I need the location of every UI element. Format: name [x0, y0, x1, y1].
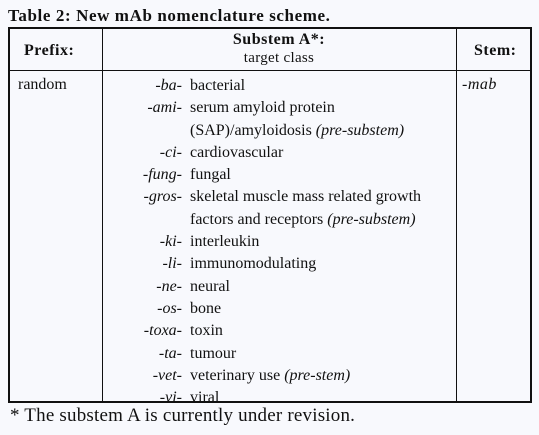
table-row — [102, 253, 456, 275]
header-stem: Stem: — [474, 42, 517, 59]
footnote: * The substem A is currently under revision. — [10, 405, 356, 426]
target-class — [186, 320, 456, 342]
target-class — [186, 75, 456, 97]
substem-code: -li- — [162, 255, 182, 273]
target-class — [186, 298, 456, 320]
target-class-text: fungal — [190, 166, 231, 184]
header-substem-title: Substem A*: — [232, 31, 326, 48]
target-class — [186, 186, 456, 208]
substem-code — [102, 209, 186, 231]
target-class-text: bacterial — [190, 77, 246, 94]
header-substem-subtitle: target class — [243, 50, 315, 66]
header-substem — [102, 31, 456, 67]
target-class-text: neural — [190, 277, 230, 295]
target-class-text: immunomodulating — [190, 255, 317, 273]
substem-code: -fung- — [142, 166, 182, 184]
table-row-continuation — [102, 209, 456, 231]
target-class-text: interleukin — [190, 233, 260, 251]
target-class-text: veterinary use — [190, 366, 281, 384]
target-class-text: skeletal muscle mass related growth — [190, 188, 422, 206]
substem-code: -gros- — [143, 188, 182, 206]
substem-code: -os- — [157, 299, 182, 317]
table-row — [102, 365, 456, 387]
substem-code: -ta- — [158, 344, 182, 362]
nomenclature-table — [8, 27, 532, 407]
substem-code: -vet- — [152, 366, 182, 384]
target-class-text: tumour — [190, 344, 237, 362]
target-class-text: (SAP)/amyloidosis — [190, 121, 312, 139]
substem-code: -ne- — [156, 277, 182, 295]
prefix-value: random — [18, 76, 67, 93]
target-class — [186, 253, 456, 275]
table-row — [102, 298, 456, 320]
table-row — [102, 186, 456, 208]
table-row — [102, 164, 456, 186]
header-divider — [10, 70, 530, 71]
substem-code: -ba- — [155, 77, 182, 94]
target-class — [186, 209, 456, 231]
table-row — [102, 231, 456, 253]
target-class — [186, 343, 456, 365]
substem-code: -ci- — [159, 143, 182, 161]
target-class-text: cardiovascular — [190, 143, 284, 161]
column-divider — [456, 29, 457, 401]
table-row — [102, 343, 456, 365]
table-row — [102, 97, 456, 119]
target-class-note: (pre-substem) — [327, 210, 416, 228]
target-class — [186, 120, 456, 142]
substem-code: -ami- — [147, 99, 182, 117]
substem-list — [102, 75, 456, 409]
table-row — [102, 75, 456, 97]
header-prefix: Prefix: — [24, 42, 75, 59]
table-row — [102, 276, 456, 298]
target-class-text: viral — [190, 389, 220, 407]
stem-value: -mab — [462, 76, 497, 93]
table-row-continuation — [102, 120, 456, 142]
target-class — [186, 142, 456, 164]
target-class — [186, 365, 456, 387]
table-row — [102, 320, 456, 342]
target-class — [186, 276, 456, 298]
table-row — [102, 142, 456, 164]
target-class-note: (pre-stem) — [284, 366, 351, 384]
target-class — [186, 164, 456, 186]
target-class-text: serum amyloid protein — [190, 99, 335, 117]
target-class — [186, 231, 456, 253]
target-class — [186, 97, 456, 119]
substem-code: -ki- — [159, 233, 182, 251]
substem-code: -toxa- — [143, 322, 182, 340]
target-class-text: factors and receptors — [190, 210, 324, 228]
target-class-text: bone — [190, 299, 222, 317]
substem-code: -vi- — [159, 389, 182, 407]
target-class-text: toxin — [190, 322, 223, 340]
substem-code — [102, 120, 186, 142]
target-class-note: (pre-substem) — [315, 121, 405, 139]
table-title: Table 2: New mAb nomenclature scheme. — [8, 6, 331, 25]
